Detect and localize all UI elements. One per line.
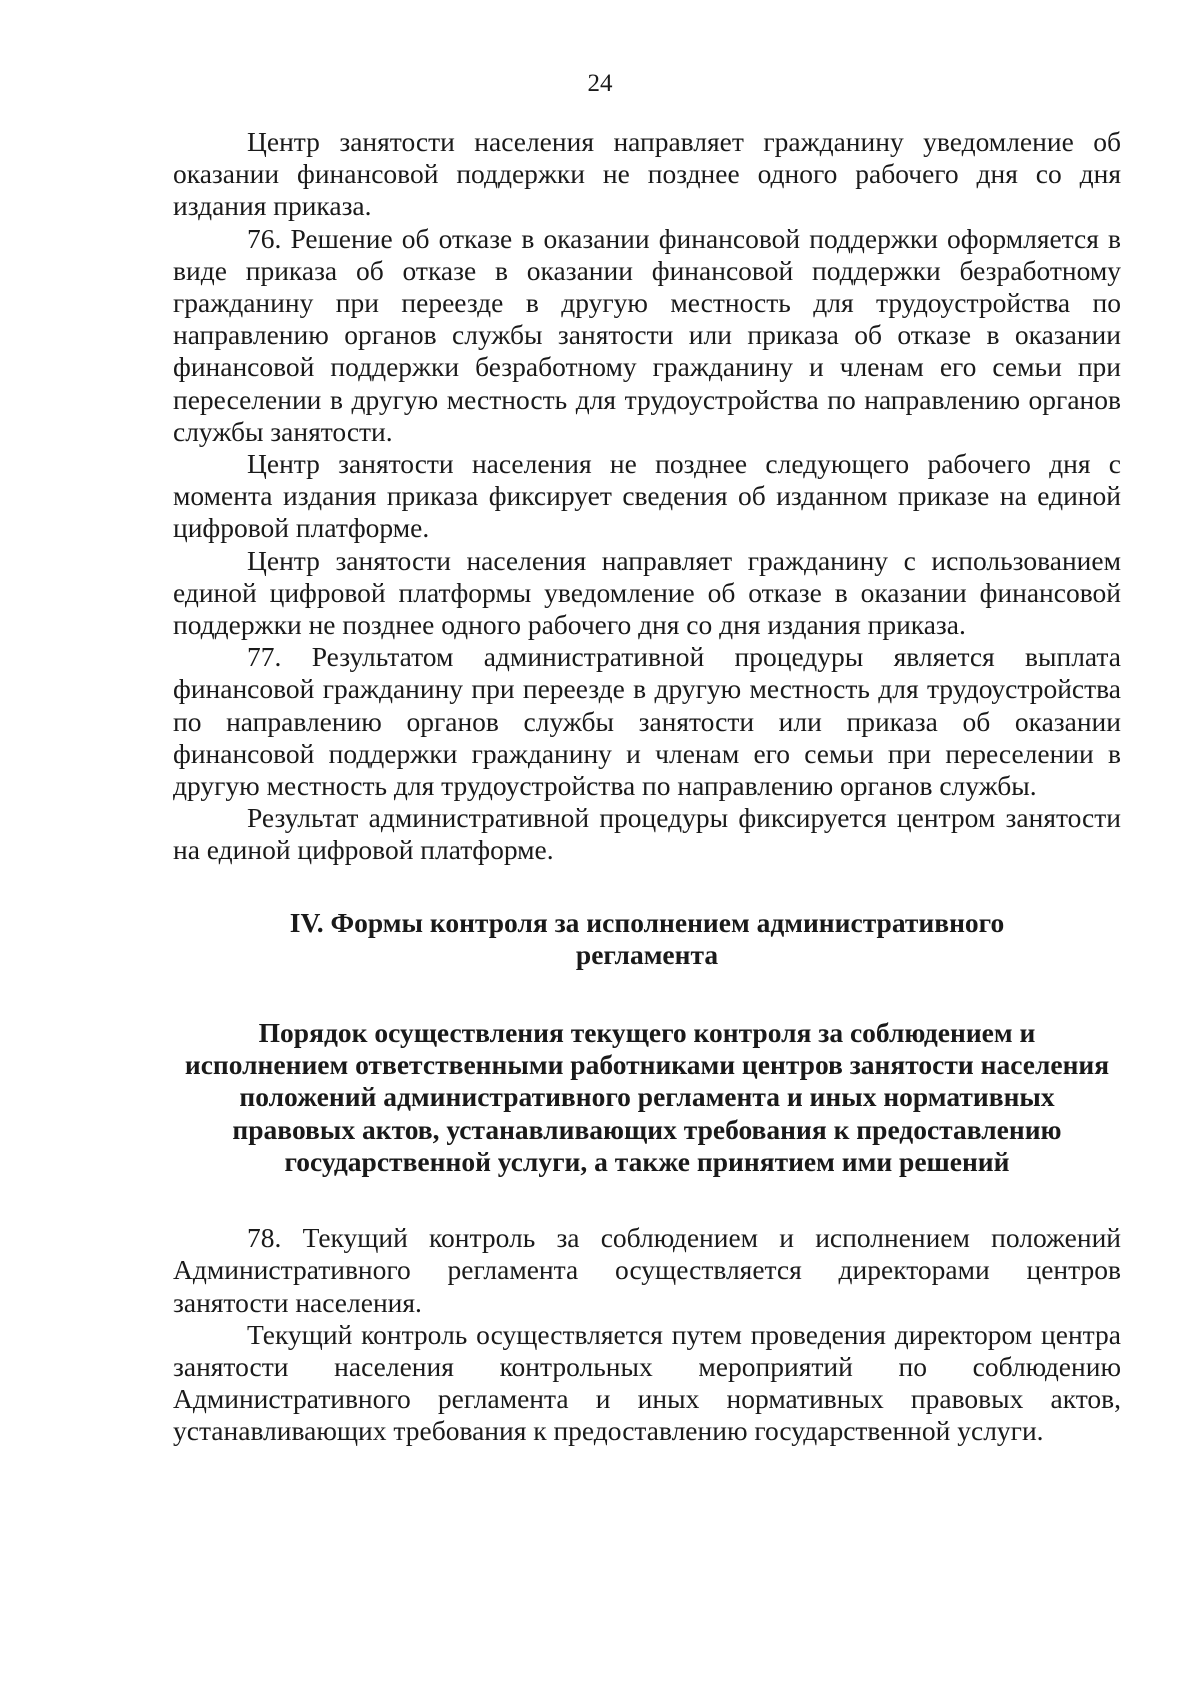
paragraph-result-record: Результат административной процедуры фиксируется центром занятости на единой цифровой платформе.	[173, 802, 1121, 866]
paragraph-current-control: Текущий контроль осуществляется путем проведения директором центра занятости населения контрольных мероприятий по соблюдению Административного регламента и иных нормативных правовых актов, устанавливающих требования к предоставлению государственной услуги.	[173, 1318, 1121, 1447]
subsection-heading: Порядок осуществления текущего контроля за соблюдением и исполнением ответственными работниками центров занятости населения положений административного регламента и иных нормативных правовых актов, устанавливающих требования к предоставлению государственной услуги, а также принятием ими решений	[184, 1017, 1110, 1177]
paragraph-notification: Центр занятости населения направляет гражданину уведомление об оказании финансовой поддержки не позднее одного рабочего дня со дня издания приказа.	[173, 126, 1121, 222]
paragraph-refusal-notification: Центр занятости населения направляет гражданину с использованием единой цифровой платформы уведомление об отказе в оказании финансовой поддержки не позднее одного рабочего дня со дня издания приказа.	[173, 544, 1121, 641]
section-heading: IV. Формы контроля за исполнением административного регламента	[289, 906, 1005, 970]
paragraph-78: 78. Текущий контроль за соблюдением и исполнением положений Административного регламента осуществляется директорами центров занятости населения.	[173, 1222, 1121, 1318]
page-number: 24	[587, 70, 613, 97]
paragraph-77: 77. Результатом административной процедуры является выплата финансовой гражданину при переезде в другую местность для трудоустройства по направлению органов службы занятости или приказа об оказании финансовой поддержки гражданину и членам его семьи при переселении в другую местность для трудоустройства по направлению органов службы.	[173, 641, 1121, 802]
spacer	[173, 1178, 1121, 1222]
document-body	[173, 126, 1121, 1448]
paragraph-76: 76. Решение об отказе в оказании финансовой поддержки оформляется в виде приказа об отказе в оказании финансовой поддержки безработному гражданину при переезде в другую местность для трудоустройства по направлению органов службы занятости или приказа об отказе в оказании финансовой поддержки безработному гражданину и членам его семьи при переселении в другую местность для трудоустройства по направлению органов службы занятости.	[173, 222, 1121, 447]
paragraph-record-order: Центр занятости населения не позднее следующего рабочего дня с момента издания приказа фиксирует сведения об изданном приказе на единой цифровой платформе.	[173, 448, 1121, 544]
